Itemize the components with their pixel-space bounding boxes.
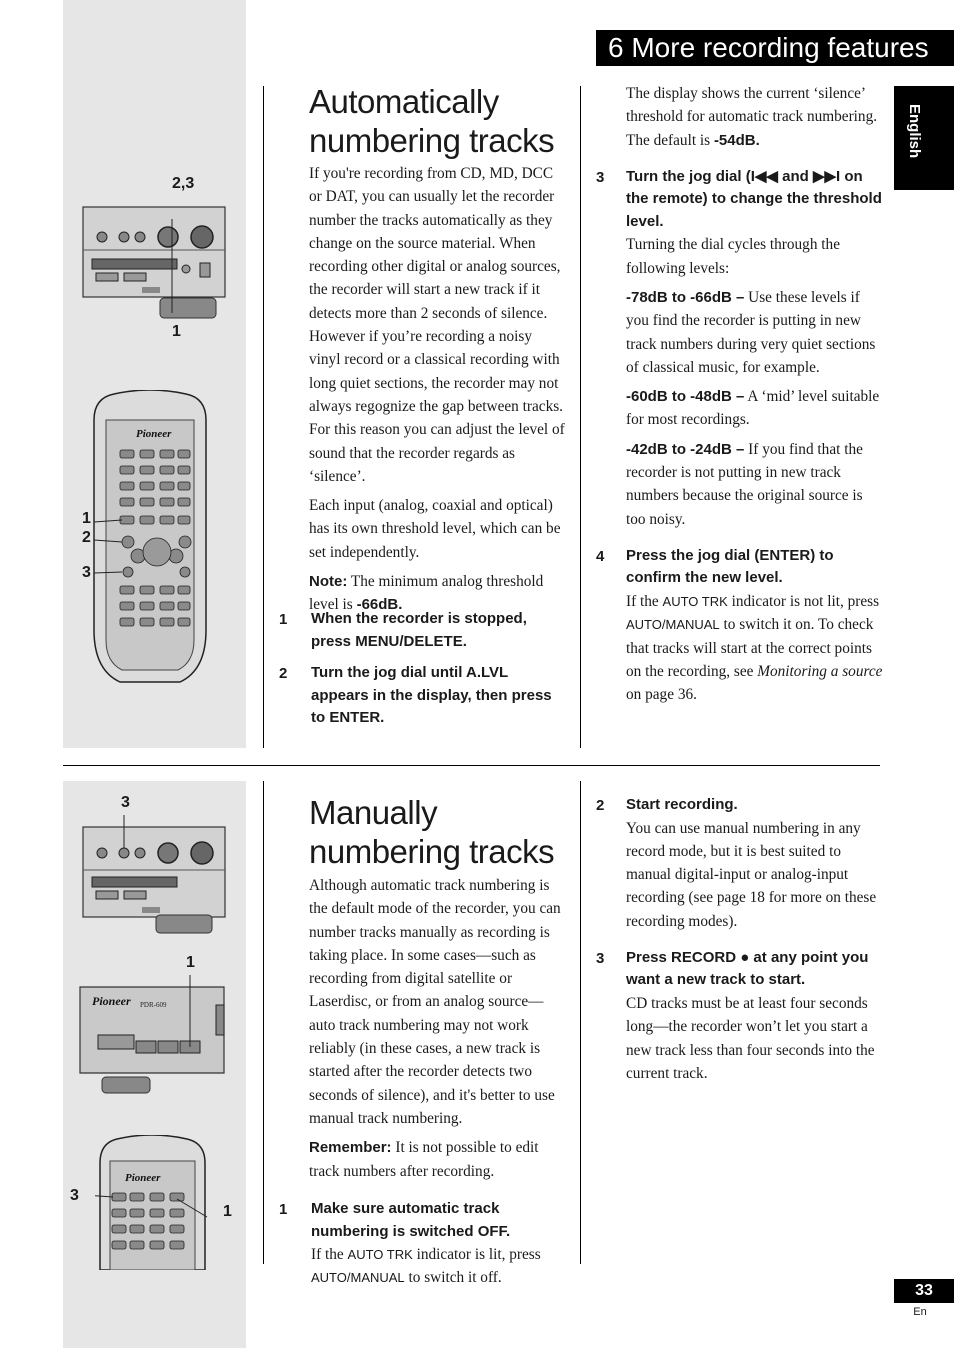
level-description: Use these levels if you find the recorder is putting in new track numbers during very quiet sections of classical music, for example. [626,288,876,376]
callout-label: 3 [70,1187,79,1204]
step-heading: Make sure automatic track numbering is switched OFF. [311,1200,511,1240]
indicator-label: AUTO TRK [662,593,728,609]
step-number: 4 [596,547,605,565]
step [279,1198,569,1290]
paragraph-text: The display shows the current ‘silence’ threshold for automatic track numbering. The default is [626,85,878,149]
section-divider [63,765,880,766]
manual-steps-left [279,1198,569,1298]
manual-right-column [596,794,884,1093]
step-number: 2 [596,797,605,814]
intro-paragraph: Each input (analog, coaxial and optical) has its own threshold level, which can be set independently. [309,497,561,561]
step [279,608,569,653]
manual-left-column [309,874,567,1197]
step-number: 3 [596,949,605,967]
callout-label: 1 [223,1203,232,1220]
step-heading: Turn the jog dial (I◀◀ and ▶▶I on the remote) to change the threshold level. [626,167,882,230]
page-number: 33 [894,1279,954,1303]
remote-control-illustration [95,1135,210,1270]
default-threshold-value: -54dB. [713,131,760,149]
remember-text: It is not possible to edit track numbers after recording. [309,1139,539,1180]
remote-control-illustration [80,390,220,690]
body-text: to switch it on. To check that tracks will start at the correct points on the recording, see [626,616,874,680]
step-heading: When the recorder is stopped, press MENU/DELETE. [311,610,527,650]
step-body: Turning the dial cycles through the following levels: [626,236,840,277]
note-value: -66dB. [356,596,403,614]
step-heading: Press RECORD ● at any point you want a new track to start. [626,948,869,989]
remember-note [309,1136,567,1183]
column-rule [263,781,264,1264]
indicator-label: AUTO TRK [347,1247,413,1262]
note-label: Note: [309,573,348,591]
step-heading: Press the jog dial (ENTER) to confirm the new level. [626,546,834,587]
title-line: Manually [309,794,438,831]
button-label: AUTO/MANUAL [311,1270,405,1286]
auto-left-column [309,162,567,631]
recorder-angled-illustration [78,975,228,1100]
step-number: 3 [596,168,605,186]
level-range: -60dB to -48dB – [626,388,745,406]
level-item [626,385,884,432]
step-number: 1 [279,1201,288,1218]
callout-label: 1 [172,323,181,340]
column-rule [580,86,581,748]
step-number: 1 [279,611,288,628]
level-description: A ‘mid’ level suitable for most recordings. [626,388,880,429]
chapter-title: 6 More recording features [596,30,954,66]
callout-label: 3 [121,794,130,811]
intro-paragraph: Although automatic track numbering is the default mode of the recorder, you can number tracks manually as recording is taking place. In some cases—such as recording from digital satellite or Laserdisc, or from an analog source—auto track numbering may not work reliably (in these cases, a new track is started after the recorder detects two seconds of silence), and it's better to use manual track numbering. [309,877,561,1127]
intro-paragraph: If you're recording from CD, MD, DCC or DAT, you can usually let the recorder number the tracks automatically as they change on the source material. When recording other digital or analog sources, the recorder will start a new track if it detects more than 2 seconds of silence. However if you’re recording a noisy vinyl record or a classical recording with long quiet sections, the recorder may not always regognize the gap between tracks. For this reason you can adjust the level of sound that the recorder regards as ‘silence’. [309,165,565,485]
note-text: The minimum analog threshold level is [309,573,544,614]
section-title-manual [309,793,554,871]
step-body: CD tracks must be at least four seconds long—the recorder won’t let you start a new track less than four seconds into the current track. [626,994,875,1082]
callout-label: 2,3 [172,175,195,192]
title-line: numbering tracks [309,833,555,870]
auto-steps-left [279,608,569,738]
column-rule [263,86,264,748]
recorder-front-panel-illustration [80,815,230,937]
level-range: -78dB to -66dB – [626,288,745,306]
auto-right-column [596,82,884,714]
title-line: numbering tracks [309,122,555,159]
step [596,166,884,531]
callout-label: 3 [82,564,91,581]
step-body: You can use manual numbering in any record mode, but it is best suited to manual digital-input or analog-input recording (see page 18 for more on these recording modes). [626,819,877,930]
callout-label: 2 [82,529,91,546]
body-text: If the [626,592,663,610]
default-threshold-text [596,82,884,152]
remote-brand-logo: Pioneer [136,428,172,440]
remember-label: Remember: [309,1139,392,1157]
step-body [311,1243,569,1290]
body-text: If the [311,1246,348,1263]
step-heading: Turn the jog dial until A.LVL appears in the display, then press to ENTER. [311,664,552,726]
step [596,947,884,1085]
remote-brand-logo: Pioneer [125,1172,161,1184]
recorder-brand-logo: Pioneer [92,994,131,1008]
step [596,794,884,933]
recorder-front-panel-illustration [80,205,230,335]
title-line: Automatically [309,83,499,120]
button-label: AUTO/MANUAL [626,617,720,633]
step [279,662,569,730]
body-text: to switch it off. [404,1269,502,1287]
level-range: -42dB to -24dB – [626,440,745,458]
level-item [626,286,884,379]
callout-label: 1 [186,954,195,971]
language-tab [894,86,954,190]
step-number: 2 [279,665,288,682]
body-text: indicator is not lit, press [727,592,880,610]
language-tab-label: English [906,104,923,159]
section-title-automatic [309,82,554,160]
level-item [626,438,884,531]
callout-label: 1 [82,510,91,527]
page-language: En [913,1306,927,1318]
cross-reference: Monitoring a source [757,662,883,680]
step [596,545,884,706]
recorder-model-label: PDR-609 [140,1001,167,1009]
body-text: on page 36. [626,686,697,704]
step-body [626,590,884,706]
step-heading: Start recording. [626,796,738,813]
body-text: indicator is lit, press [412,1246,541,1263]
level-description: If you find that the recorder is not putting in new track numbers because the original source is too noisy. [626,440,863,528]
column-rule [580,781,581,1264]
